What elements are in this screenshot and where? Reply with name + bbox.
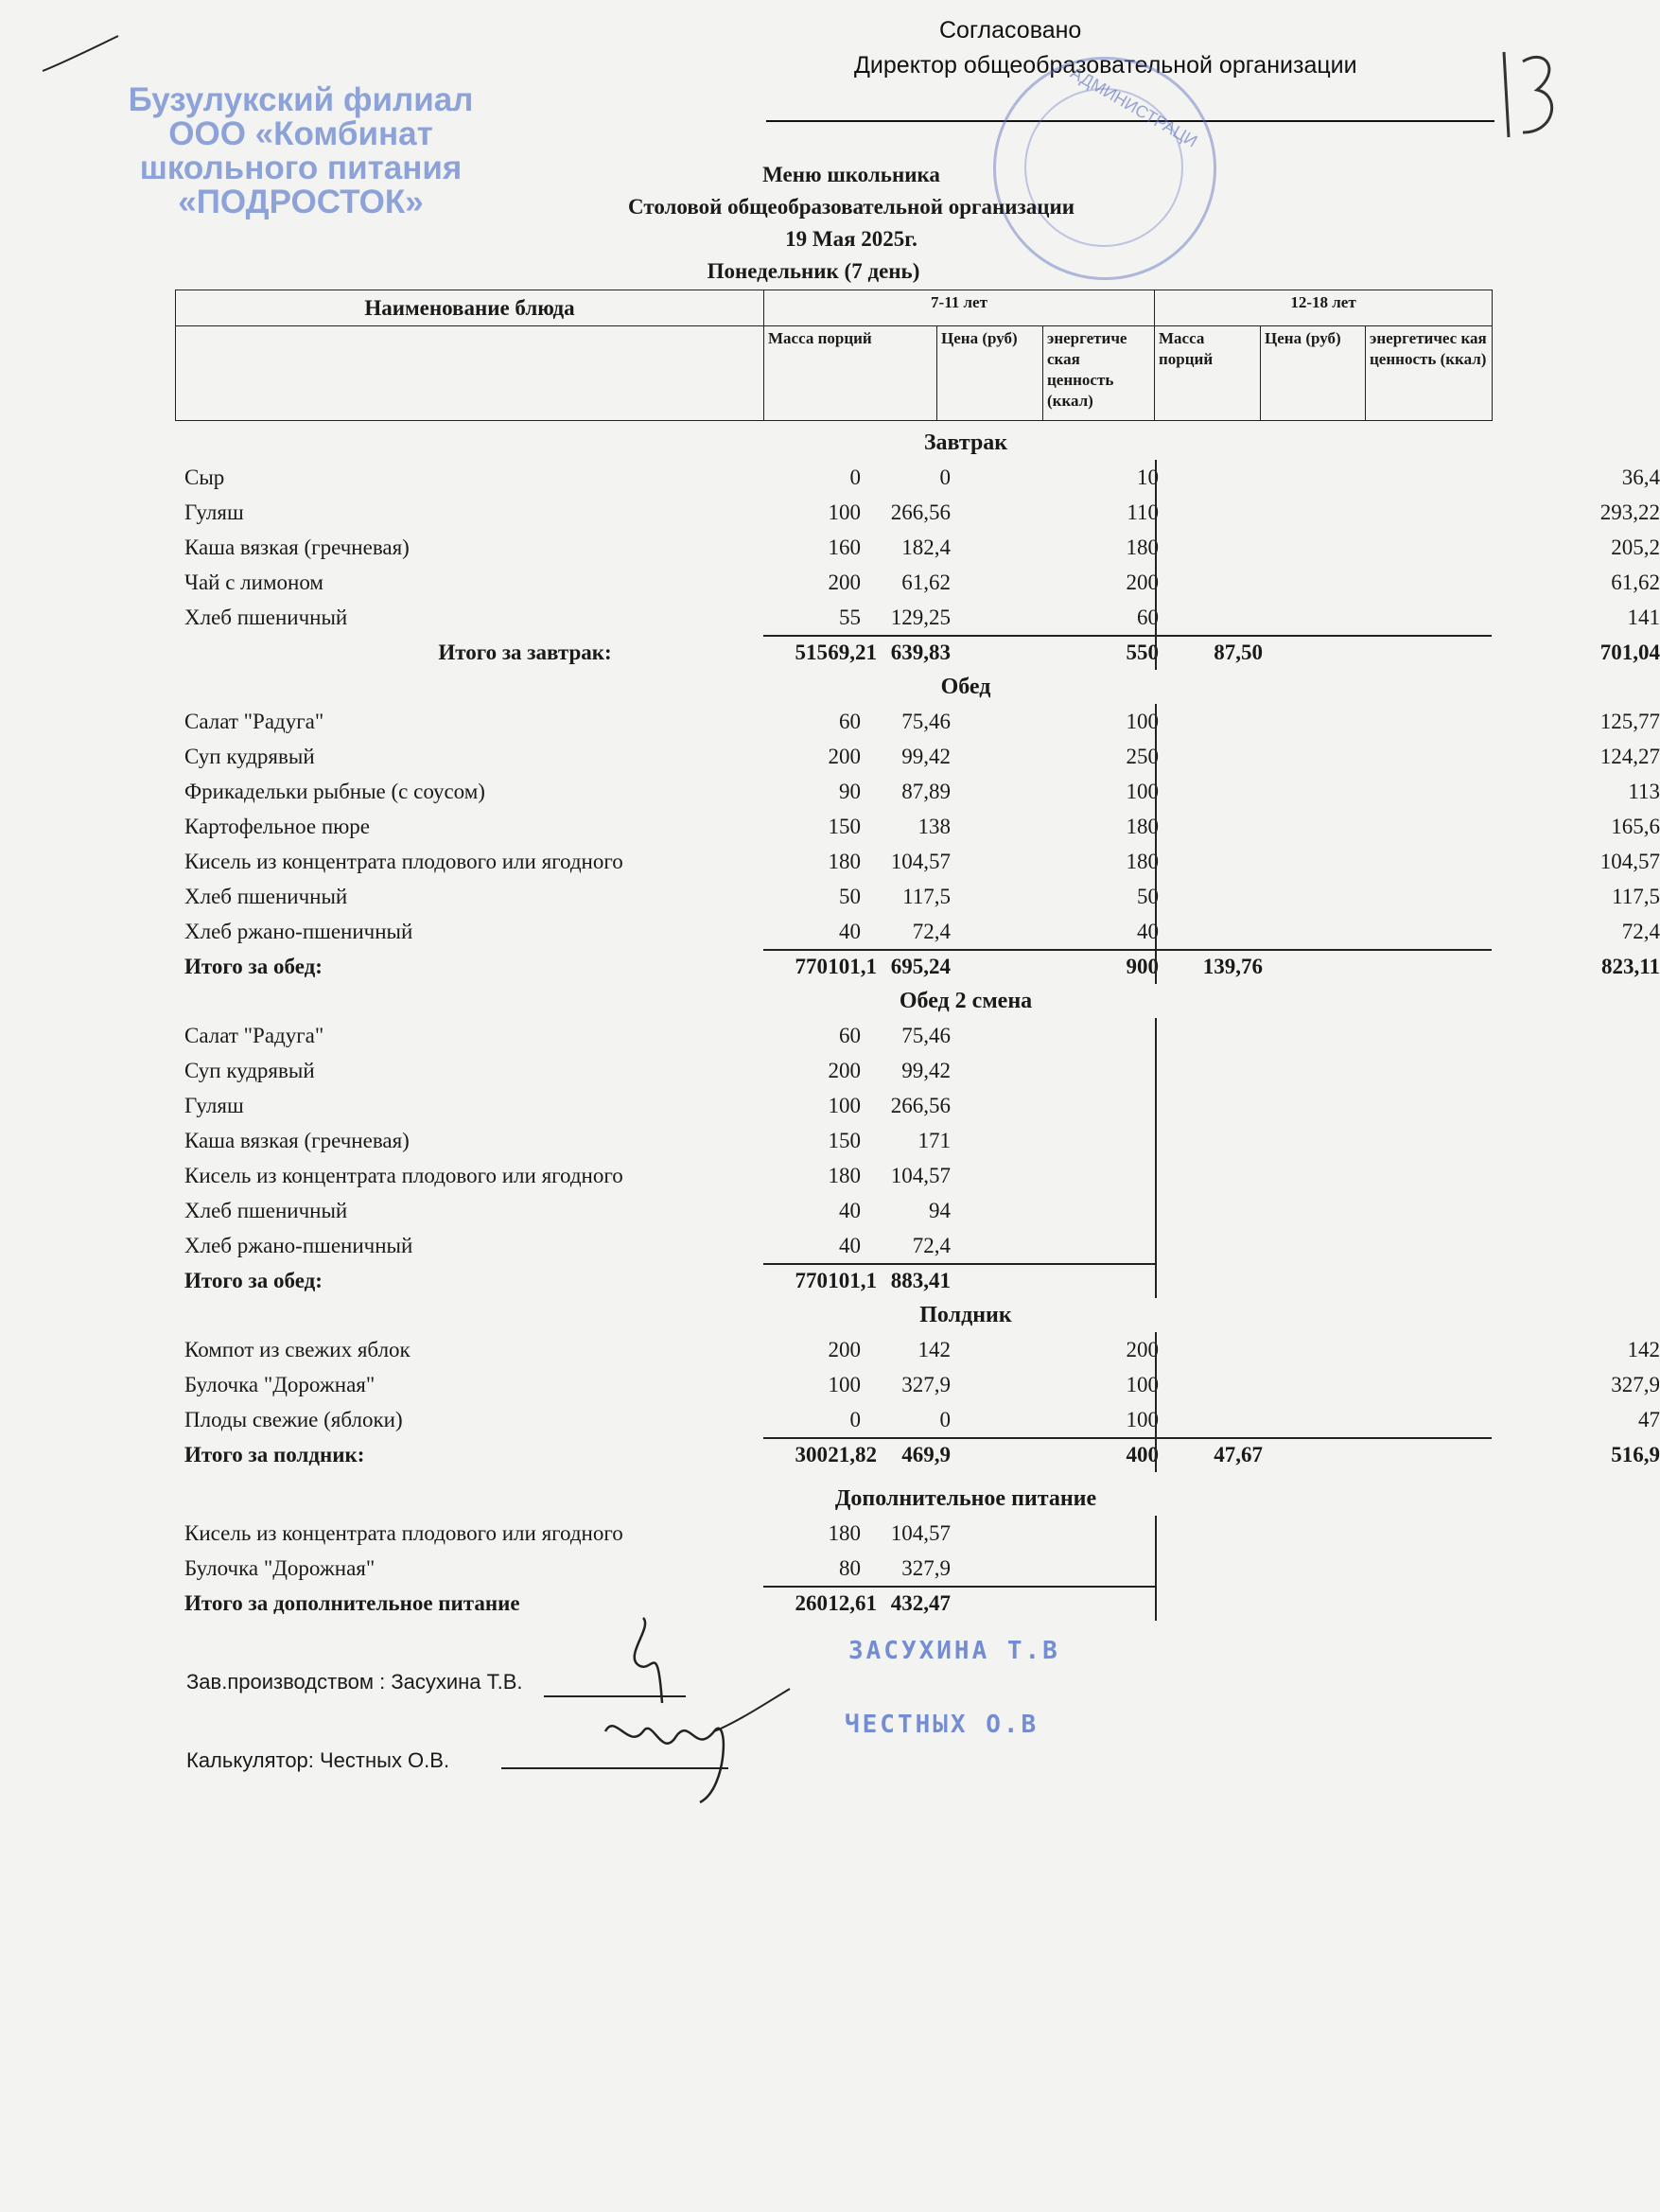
table-row <box>175 1332 1660 1367</box>
portion-mass-7-11: 40 <box>839 920 861 943</box>
table-row <box>175 1088 1492 1123</box>
energy-7-11: 129,25 <box>890 606 951 629</box>
column-divider <box>1155 1516 1157 1586</box>
energy-7-11: 87,89 <box>901 780 951 803</box>
dish-name: Сыр <box>184 465 225 489</box>
energy-12-18: 47 <box>1638 1408 1660 1431</box>
portion-mass-7-11: 40 <box>839 1234 861 1257</box>
portion-mass-7-11: 200 <box>828 571 861 594</box>
company-stamp-line: ООО «Комбинат <box>168 115 433 152</box>
energy-12-18: 72,4 <box>1621 920 1660 943</box>
total-energy-7-11: 469,9 <box>901 1443 951 1466</box>
menu-title: Меню школьника <box>762 163 940 186</box>
dish-name: Фрикадельки рыбные (с соусом) <box>184 780 485 803</box>
section-title-breakfast: Завтрак <box>923 430 1008 455</box>
total-row <box>175 1437 1660 1472</box>
portion-mass-12-18: 60 <box>1137 606 1159 629</box>
dish-name: Хлеб ржано-пшеничный <box>184 1234 413 1257</box>
total-energy-7-11: 695,24 <box>890 955 951 978</box>
total-price-7-11: 69,21 <box>828 641 877 664</box>
dish-name: Салат "Радуга" <box>184 710 324 733</box>
energy-12-18: 142 <box>1627 1338 1660 1361</box>
portion-mass-7-11: 100 <box>828 500 861 524</box>
total-price-12-18: 87,50 <box>1214 641 1263 664</box>
table-row <box>175 495 1660 530</box>
portion-mass-7-11: 160 <box>828 535 861 559</box>
dish-name: Суп кудрявый <box>184 1059 315 1082</box>
dish-name: Хлеб пшеничный <box>184 885 348 908</box>
round-seal-text: АДМИНИСТРАЦИ <box>1067 62 1201 151</box>
total-price-12-18: 47,67 <box>1214 1443 1263 1466</box>
section-title-snack: Полдник <box>919 1303 1012 1327</box>
energy-7-11: 72,4 <box>912 920 951 943</box>
dish-name: Компот из свежих яблок <box>184 1338 411 1361</box>
table-row <box>175 1367 1660 1402</box>
dish-name: Картофельное пюре <box>184 815 371 838</box>
portion-mass-7-11: 55 <box>839 606 861 629</box>
column-divider <box>1155 949 1157 984</box>
column-divider <box>1155 1018 1157 1263</box>
energy-12-18: 104,57 <box>1599 850 1660 873</box>
energy-12-18: 113 <box>1628 780 1660 803</box>
table-row <box>175 914 1660 949</box>
total-energy-12-18: 823,11 <box>1601 955 1660 978</box>
total-mass-12-18: 400 <box>1126 1443 1159 1466</box>
portion-mass-7-11: 0 <box>849 465 861 489</box>
portion-mass-7-11: 50 <box>839 885 861 908</box>
column-divider <box>1155 635 1157 670</box>
total-energy-7-11: 639,83 <box>890 641 951 664</box>
energy-7-11: 99,42 <box>901 1059 951 1082</box>
dish-name: Суп кудрявый <box>184 745 315 768</box>
column-divider <box>1155 704 1157 949</box>
energy-7-11: 99,42 <box>901 745 951 768</box>
column-divider <box>1155 1332 1157 1437</box>
portion-mass-12-18: 100 <box>1126 1408 1159 1431</box>
energy-7-11: 117,5 <box>902 885 951 908</box>
table-row <box>175 809 1660 844</box>
column-divider <box>1155 1437 1157 1472</box>
table-row <box>175 565 1660 600</box>
table-row <box>175 1551 1492 1586</box>
energy-7-11: 142 <box>917 1338 951 1361</box>
company-stamp-line: «ПОДРОСТОК» <box>178 184 424 220</box>
portion-mass-7-11: 100 <box>828 1094 861 1117</box>
total-price-7-11: 101,1 <box>828 1269 877 1292</box>
calc-signature-label: Калькулятор: Честных О.В. <box>186 1748 450 1772</box>
section-title-lunch2: Обед 2 смена <box>899 989 1033 1013</box>
table-row <box>175 1158 1492 1193</box>
portion-mass-7-11: 80 <box>839 1556 861 1580</box>
total-row <box>175 635 1660 670</box>
section-title-extra: Дополнительное питание <box>834 1486 1097 1511</box>
company-stamp-line: школьного питания <box>139 149 463 186</box>
portion-mass-12-18: 200 <box>1126 571 1159 594</box>
total-label: Итого за обед: <box>184 955 323 978</box>
energy-7-11: 0 <box>939 1408 951 1431</box>
dish-name: Каша вязкая (гречневая) <box>184 535 410 559</box>
agreed-label: Согласовано <box>939 17 1082 44</box>
total-mass-12-18: 550 <box>1126 641 1159 664</box>
energy-7-11: 94 <box>929 1199 951 1222</box>
portion-mass-12-18: 40 <box>1137 920 1159 943</box>
table-row <box>175 460 1660 495</box>
handwritten-page-number <box>1490 43 1565 147</box>
menu-date: 19 Мая 2025г. <box>785 227 917 251</box>
energy-7-11: 104,57 <box>890 1164 951 1187</box>
energy-12-18: 117,5 <box>1612 885 1660 908</box>
dish-name: Булочка "Дорожная" <box>184 1373 376 1396</box>
portion-mass-7-11: 150 <box>828 1129 861 1152</box>
total-price-7-11: 101,1 <box>828 955 877 978</box>
portion-mass-7-11: 90 <box>839 780 861 803</box>
energy-7-11: 171 <box>917 1129 951 1152</box>
table-row <box>175 1402 1660 1437</box>
table-row <box>175 1018 1492 1053</box>
energy-7-11: 75,46 <box>901 1024 951 1047</box>
table-row <box>175 530 1660 565</box>
total-label: Итого за завтрак: <box>438 641 612 664</box>
stamp-calc-name: ЧЕСТНЫХ О.В <box>845 1711 1040 1739</box>
age-group-7-11: 7-11 лет <box>764 290 1155 326</box>
dish-name: Кисель из концентрата плодового или ягодного <box>184 1521 623 1545</box>
dish-name: Кисель из концентрата плодового или ягодного <box>184 850 623 873</box>
age-group-12-18: 12-18 лет <box>1155 290 1493 326</box>
energy-12-18: 61,62 <box>1611 571 1660 594</box>
energy-7-11: 72,4 <box>912 1234 951 1257</box>
section-title-lunch: Обед <box>940 675 991 699</box>
handwritten-signature <box>586 1599 795 1817</box>
total-price-12-18: 139,76 <box>1202 955 1263 978</box>
table-row <box>175 844 1660 879</box>
total-row <box>175 1263 1492 1298</box>
total-label: Итого за полдник: <box>184 1443 365 1466</box>
portion-mass-12-18: 110 <box>1127 500 1159 524</box>
portion-mass-12-18: 180 <box>1126 535 1159 559</box>
dish-name: Гуляш <box>184 500 244 524</box>
dish-name: Хлеб пшеничный <box>184 1199 348 1222</box>
total-price-7-11: 12,61 <box>828 1591 877 1615</box>
energy-7-11: 266,56 <box>890 1094 951 1117</box>
energy-7-11: 182,4 <box>901 535 951 559</box>
table-row <box>175 774 1660 809</box>
dish-name: Салат "Радуга" <box>184 1024 324 1047</box>
total-energy-12-18: 701,04 <box>1599 641 1660 664</box>
column-divider <box>1155 1263 1157 1298</box>
energy-7-11: 138 <box>917 815 951 838</box>
total-mass-7-11: 515 <box>795 641 828 664</box>
portion-mass-7-11: 180 <box>828 850 861 873</box>
energy-7-11: 61,62 <box>901 571 951 594</box>
energy-header-1: энергетиче ская ценность (ккал) <box>1043 326 1155 421</box>
portion-mass-12-18: 250 <box>1126 745 1159 768</box>
portion-mass-7-11: 100 <box>828 1373 861 1396</box>
table-row <box>175 1053 1492 1088</box>
dish-name: Гуляш <box>184 1094 244 1117</box>
portion-mass-7-11: 60 <box>839 1024 861 1047</box>
dish-name-subheader <box>176 326 764 421</box>
energy-12-18: 327,9 <box>1611 1373 1660 1396</box>
total-row <box>175 949 1660 984</box>
portion-mass-12-18: 180 <box>1126 815 1159 838</box>
energy-7-11: 266,56 <box>890 500 951 524</box>
portion-mass-7-11: 180 <box>828 1521 861 1545</box>
dish-name: Хлеб пшеничный <box>184 606 348 629</box>
portion-mass-7-11: 200 <box>828 745 861 768</box>
chief-signature-label: Зав.производством : Засухина Т.В. <box>186 1670 523 1694</box>
total-mass-7-11: 260 <box>795 1591 828 1615</box>
portion-mass-7-11: 180 <box>828 1164 861 1187</box>
table-row <box>175 704 1660 739</box>
table-row <box>175 600 1660 635</box>
menu-subtitle: Столовой общеобразовательной организации <box>628 195 1075 219</box>
energy-7-11: 75,46 <box>901 710 951 733</box>
portion-mass-7-11: 200 <box>828 1338 861 1361</box>
menu-day: Понедельник (7 день) <box>707 259 920 283</box>
energy-12-18: 125,77 <box>1599 710 1660 733</box>
portion-mass-7-11: 60 <box>839 710 861 733</box>
total-row <box>175 1586 1492 1621</box>
portion-mass-12-18: 100 <box>1126 710 1159 733</box>
energy-12-18: 293,22 <box>1599 500 1660 524</box>
director-label: Директор общеобразовательной организации <box>854 52 1357 79</box>
total-label: Итого за дополнительное питание <box>184 1591 520 1615</box>
total-energy-12-18: 516,9 <box>1611 1443 1660 1466</box>
energy-7-11: 104,57 <box>890 1521 951 1545</box>
total-mass-7-11: 770 <box>795 1269 828 1292</box>
dish-name: Булочка "Дорожная" <box>184 1556 376 1580</box>
energy-12-18: 36,4 <box>1621 465 1660 489</box>
table-row <box>175 1193 1492 1228</box>
portion-mass-12-18: 100 <box>1126 780 1159 803</box>
column-divider <box>1155 1586 1157 1621</box>
price-header-1: Цена (руб) <box>937 326 1043 421</box>
pen-mark-icon <box>38 28 123 85</box>
table-row <box>175 879 1660 914</box>
dish-name: Хлеб ржано-пшеничный <box>184 920 413 943</box>
energy-12-18: 205,2 <box>1611 535 1660 559</box>
table-row <box>175 739 1660 774</box>
company-stamp-line: Бузулукский филиал <box>128 81 474 118</box>
portion-mass-12-18: 10 <box>1137 465 1159 489</box>
energy-12-18: 141 <box>1627 606 1660 629</box>
portion-mass-7-11: 150 <box>828 815 861 838</box>
total-energy-7-11: 432,47 <box>890 1591 951 1615</box>
table-row <box>175 1516 1492 1551</box>
total-energy-7-11: 883,41 <box>890 1269 951 1292</box>
energy-7-11: 327,9 <box>901 1373 951 1396</box>
total-mass-7-11: 300 <box>795 1443 828 1466</box>
energy-7-11: 104,57 <box>890 850 951 873</box>
energy-7-11: 0 <box>939 465 951 489</box>
portion-mass-12-18: 50 <box>1137 885 1159 908</box>
portion-mass-12-18: 200 <box>1126 1338 1159 1361</box>
portion-mass-7-11: 0 <box>849 1408 861 1431</box>
total-mass-12-18: 900 <box>1126 955 1159 978</box>
mass-header-1: Масса порций <box>764 326 937 421</box>
price-header-2: Цена (руб) <box>1261 326 1366 421</box>
total-price-7-11: 21,82 <box>828 1443 877 1466</box>
dish-name: Каша вязкая (гречневая) <box>184 1129 410 1152</box>
table-row <box>175 1228 1492 1263</box>
portion-mass-7-11: 40 <box>839 1199 861 1222</box>
portion-mass-12-18: 180 <box>1126 850 1159 873</box>
column-divider <box>1155 460 1157 635</box>
mass-header-2: Масса порций <box>1155 326 1261 421</box>
stamp-chief-name: ЗАСУХИНА Т.В <box>848 1637 1060 1665</box>
energy-12-18: 124,27 <box>1599 745 1660 768</box>
dish-name: Кисель из концентрата плодового или ягодного <box>184 1164 623 1187</box>
table-row <box>175 1123 1492 1158</box>
energy-header-2: энергетичес кая ценность (ккал) <box>1366 326 1493 421</box>
total-label: Итого за обед: <box>184 1269 323 1292</box>
total-mass-7-11: 770 <box>795 955 828 978</box>
portion-mass-7-11: 200 <box>828 1059 861 1082</box>
energy-7-11: 327,9 <box>901 1556 951 1580</box>
dish-name-header: Наименование блюда <box>176 290 764 326</box>
dish-name: Плоды свежие (яблоки) <box>184 1408 403 1431</box>
portion-mass-12-18: 100 <box>1126 1373 1159 1396</box>
dish-name: Чай с лимоном <box>184 571 323 594</box>
column-header-table <box>175 290 1493 421</box>
energy-12-18: 165,6 <box>1611 815 1660 838</box>
